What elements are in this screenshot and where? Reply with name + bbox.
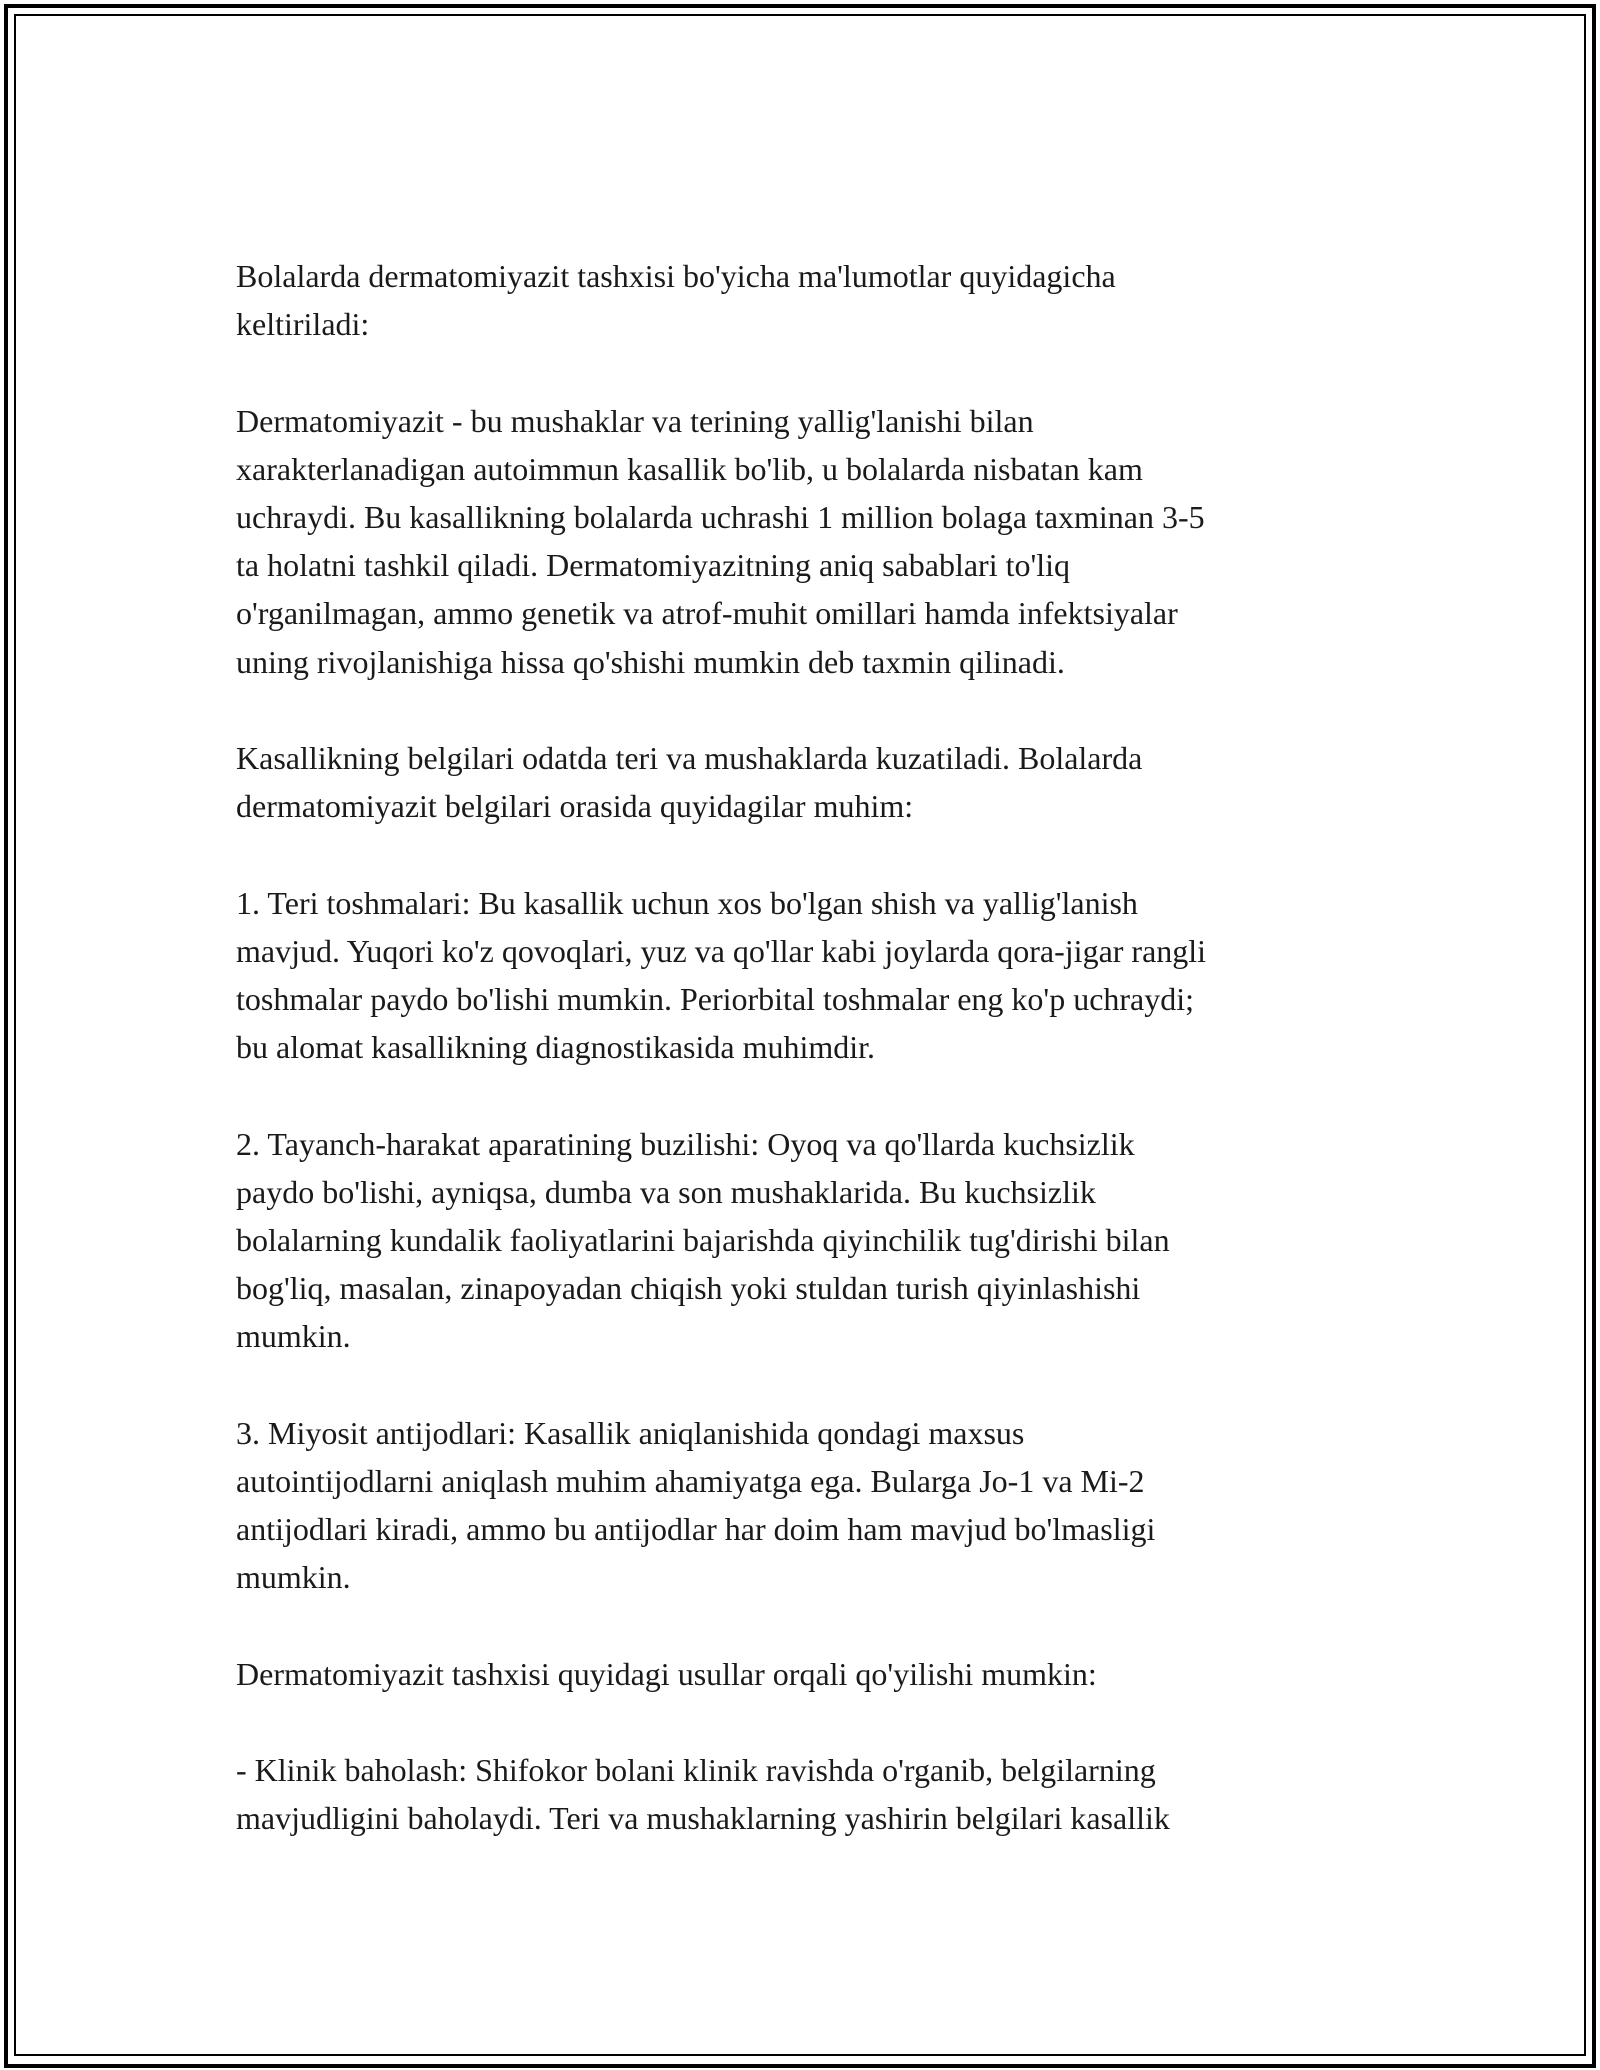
- paragraph-intro: Bolalarda dermatomiyazit tashxisi bo'yicha ma'lumotlar quyidagicha keltiriladi:: [236, 258, 1116, 343]
- paragraph-symptoms-intro: Kasallikning belgilari odatda teri va mushaklarda kuzatiladi. Bolalarda dermatomiyazit belgilari orasida quyidagilar muhim:: [236, 740, 1143, 825]
- paragraph-diagnosis-methods: Dermatomiyazit tashxisi quyidagi usullar orqali qo'yilishi mumkin:: [236, 1655, 1097, 1692]
- document-body: [236, 252, 1366, 1843]
- paragraph-definition: Dermatomiyazit - bu mushaklar va terining yallig'lanishi bilan xarakterlanadigan autoimmun kasallik bo'lib, u bolalarda nisbatan kam uchraydi. Bu kasallikning bolalarda uchrashi 1 million bolaga taxminan 3-5 ta holatni tashkil qiladi. Dermatomiyazitning aniq sabablari to'liq o'rganilmagan, ammo genetik va atrof-muhit omillari hamda infektsiyalar uning rivojlanishiga hissa qo'shishi mumkin deb taxmin qilinadi.: [236, 402, 1205, 680]
- paragraph-skin-rash: 1. Teri toshmalari: Bu kasallik uchun xos bo'lgan shish va yallig'lanish mavjud. Yuqori ko'z qovoqlari, yuz va qo'llar kabi joylarda qora-jigar rangli toshmalar paydo bo'lishi mumkin. Periorbital toshmalar eng ko'p uchraydi; bu alomat kasallikning diagnostikasida muhimdir.: [236, 884, 1207, 1066]
- paragraph-myositis-antibodies: 3. Miyosit antijodlari: Kasallik aniqlanishida qondagi maxsus autointijodlarni aniqlash muhim ahamiyatga ega. Bularga Jo-1 va Mi-2 antijodlari kiradi, ammo bu antijodlar har doim ham mavjud bo'lmasligi mumkin.: [236, 1414, 1156, 1596]
- paragraph-clinical-assessment: - Klinik baholash: Shifokor bolani klinik ravishda o'rganib, belgilarning mavjudligini baholaydi. Teri va mushaklarning yashirin belgilari kasallik: [236, 1752, 1170, 1837]
- paragraph-musculoskeletal: 2. Tayanch-harakat aparatining buzilishi: Oyoq va qo'llarda kuchsizlik paydo bo'lishi, ayniqsa, dumba va son mushaklarida. Bu kuchsizlik bolalarning kundalik faoliyatlarini bajarishda qiyinchilik tug'dirishi bilan bog'liq, masalan, zinapoyadan chiqish yoki stuldan turish qiyinlashishi mumkin.: [236, 1125, 1170, 1355]
